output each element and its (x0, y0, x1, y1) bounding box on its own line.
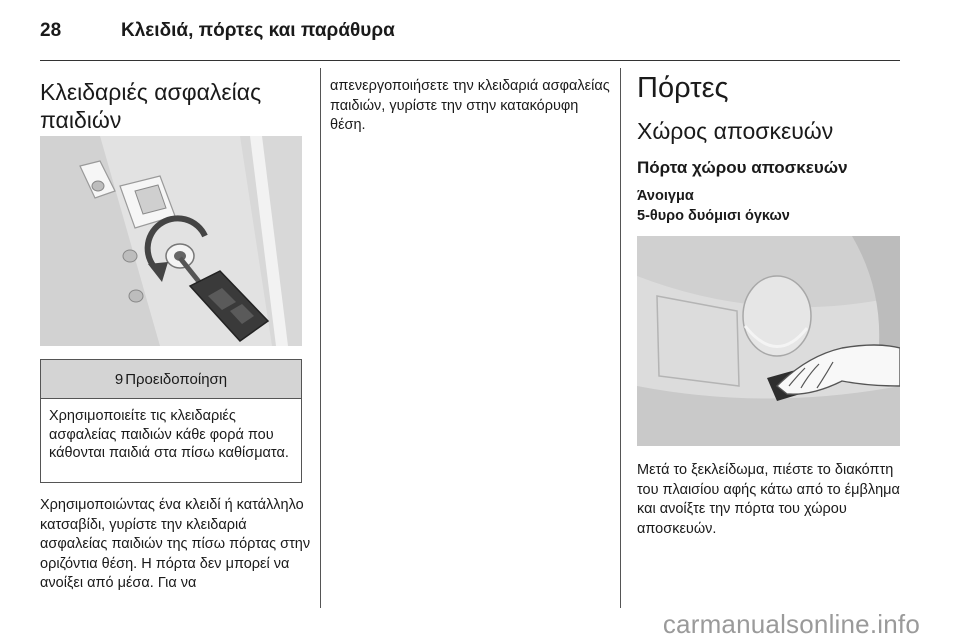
warning-text: Χρησιμοποιείτε τις κλειδαριές ασφαλείας παιδιών κάθε φορά που κάθονται παιδιά στα πίσω καθίσματα. (49, 408, 289, 461)
page-number: 28 (40, 20, 62, 41)
warning-header (41, 360, 301, 399)
warning-box (40, 359, 302, 483)
watermark: carmanualsonline.info (662, 609, 920, 639)
child-lock-paragraph-continued: απενεργοποιήσετε την κλειδαριά ασφαλείας παιδιών, γυρίστε την στην κατακόρυφη θέση. (330, 78, 610, 133)
tailgate-opening-paragraph: Μετά το ξεκλείδωμα, πιέστε το διακόπτη του πλαισίου αφής κάτω από το έμβλημα και ανοίξτε την πόρτα του χώρου αποσκευών. (637, 462, 900, 537)
header-rule (40, 60, 900, 61)
column-divider (620, 68, 621, 608)
tailgate-handle-illustration (637, 236, 900, 446)
child-lock-paragraph: Χρησιμοποιώντας ένα κλειδί ή κατάλληλο κατσαβίδι, γυρίστε την κλειδαριά ασφαλείας παιδιών της πίσω πόρτας στην οριζόντια θέση. Η πόρτα δεν μπορεί να ανοίξει από μέσα. Για να (40, 497, 311, 591)
column-divider (320, 68, 321, 608)
running-header: Κλειδιά, πόρτες και παράθυρα (121, 20, 395, 41)
warning-icon: 9 (114, 370, 124, 388)
tailgate-heading: Πόρτα χώρου αποσκευών (637, 158, 848, 177)
opening-subheading: Άνοιγμα (637, 188, 694, 204)
warning-title: Προειδοποίηση (125, 370, 228, 388)
hatchback-variant-subheading: 5-θυρο δυόμισι όγκων (637, 208, 790, 224)
cargo-compartment-heading: Χώρος αποσκευών (637, 118, 834, 144)
child-lock-heading: Κλειδαριές ασφαλείας παιδιών (40, 79, 262, 133)
child-lock-key-illustration (40, 136, 302, 346)
doors-heading: Πόρτες (637, 72, 729, 104)
